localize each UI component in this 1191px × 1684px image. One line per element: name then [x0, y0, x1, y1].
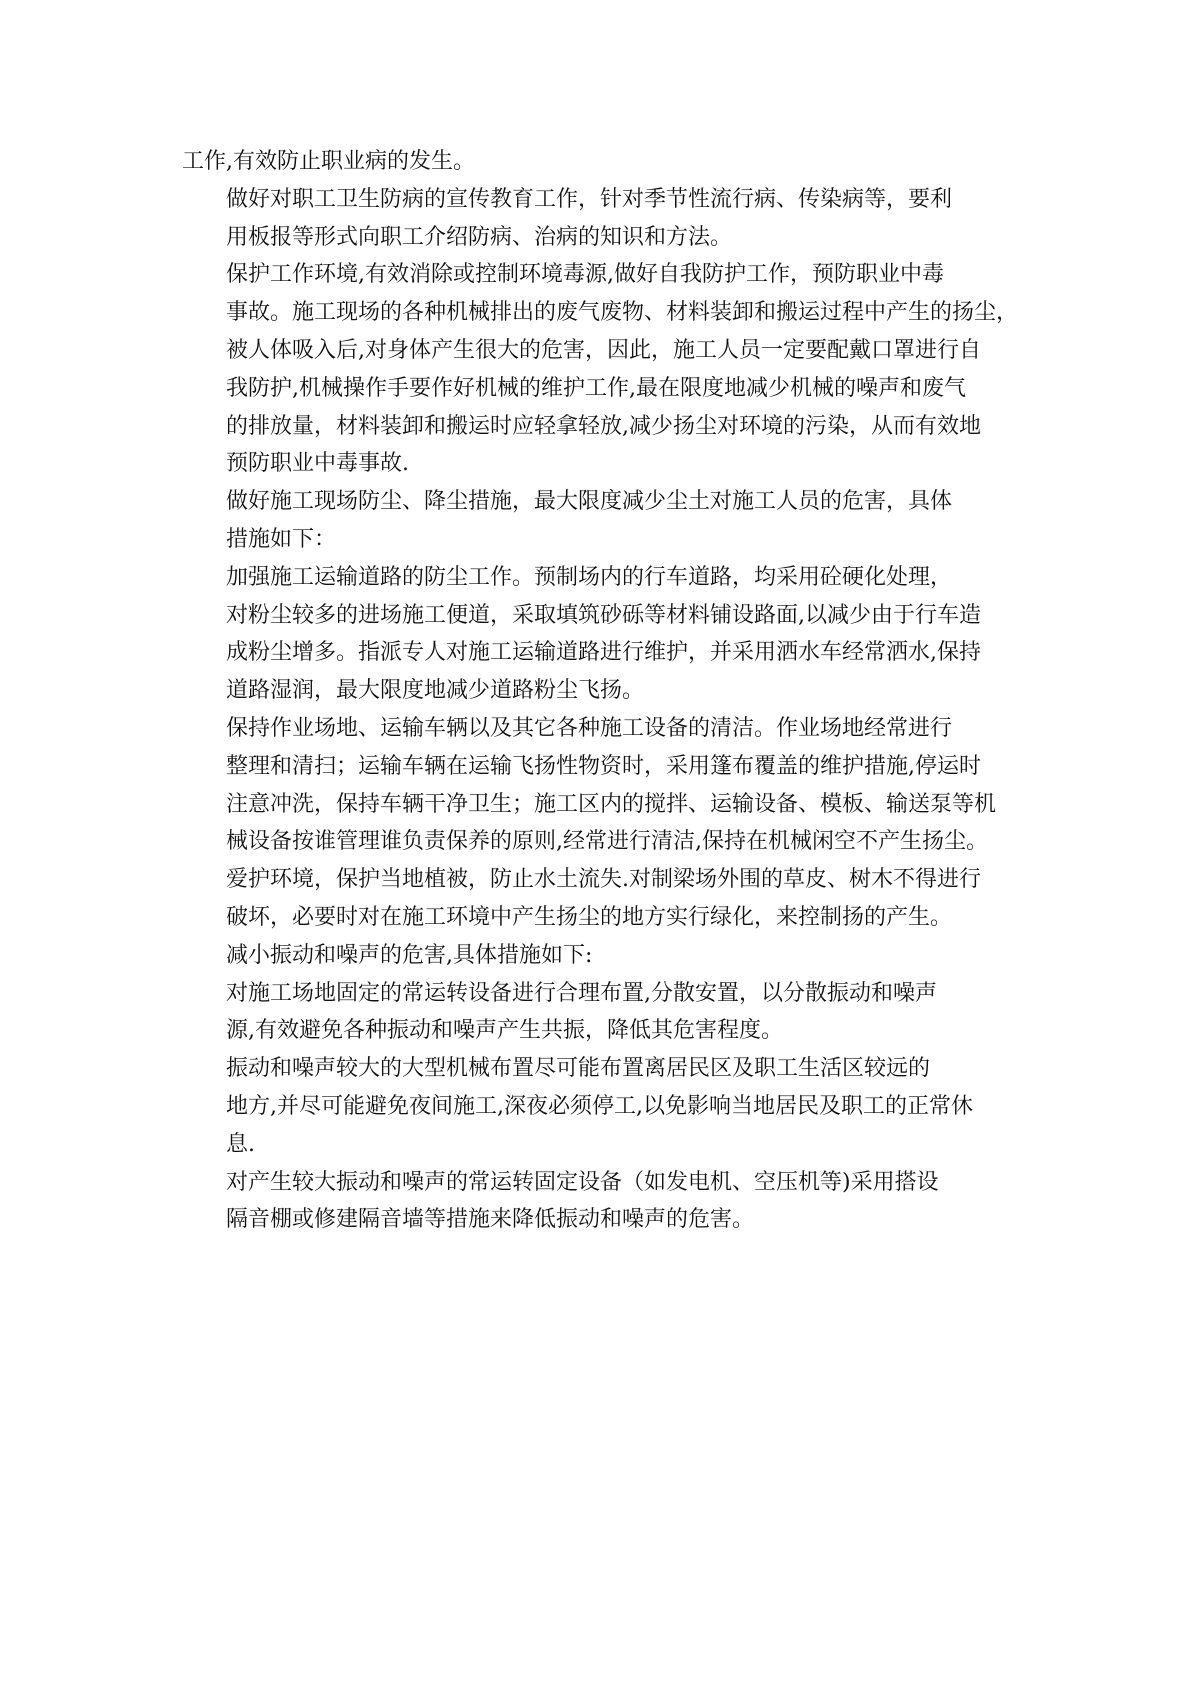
paragraph [182, 483, 1008, 559]
text-line: 被人体吸入后,对身体产生很大的危害，因此，施工人员一定要配戴口罩进行自 [226, 337, 981, 363]
text-line: 械设备按谁管理谁负责保养的原则,经常进行清洁,保持在机械闲空不产生扬尘。 [226, 829, 988, 855]
text-line: 成粉尘增多。指派专人对施工运输道路进行维护，并采用洒水车经常洒水,保持 [226, 640, 981, 666]
text-line: 爱护环境，保护当地植被，防止水土流失.对制梁场外围的草皮、树木不得进行 [226, 867, 981, 893]
text-line: 振动和噪声较大的大型机械布置尽可能布置离居民区及职工生活区较远的 [226, 1056, 931, 1082]
text-line: 预防职业中毒事故. [226, 451, 409, 477]
text-line: 对粉尘较多的进场施工便道，采取填筑砂砾等材料铺设路面,以减少由于行车造 [226, 602, 981, 628]
text-line: 注意冲洗，保持车辆干净卫生；施工区内的搅拌、运输设备、模板、输送泵等机 [226, 791, 997, 817]
text-line: 加强施工运输道路的防尘工作。预制场内的行车道路，均采用砼硬化处理， [226, 564, 953, 590]
text-line: 息. [226, 1131, 255, 1157]
text-line: 地方,并尽可能避免夜间施工,深夜必须停工,以免影响当地居民及职工的正常休 [226, 1093, 973, 1119]
paragraph [182, 143, 1008, 181]
text-line: 整理和清扫；运输车辆在运输飞扬性物资时，采用篷布覆盖的维护措施,停运时 [226, 753, 981, 779]
text-line: 减小振动和噪声的危害,具体措施如下: [226, 942, 593, 968]
text-line: 的排放量，材料装卸和搬运时应轻拿轻放,减少扬尘对环境的污染，从而有效地 [226, 413, 981, 439]
text-line: 道路湿润，最大限度地减少道路粉尘飞扬。 [226, 678, 645, 704]
paragraph [182, 975, 1008, 1051]
text-line: 用板报等形式向职工介绍防病、治病的知识和方法。 [226, 224, 733, 250]
text-line: 事故。施工现场的各种机械排出的废气废物、材料装卸和搬运过程中产生的扬尘， [226, 300, 1019, 326]
paragraph [182, 256, 1019, 483]
text-line: 破坏，必要时对在施工环境中产生扬尘的地方实行绿化，来控制扬的产生。 [226, 904, 953, 930]
text-line: 我防护,机械操作手要作好机械的维护工作,最在限度地减少机械的噪声和废气 [226, 375, 966, 401]
paragraph [182, 181, 1008, 257]
paragraph [182, 1164, 1008, 1240]
text-line: 源,有效避免各种振动和噪声产生共振，降低其危害程度。 [226, 1018, 783, 1044]
text-line: 保持作业场地、运输车辆以及其它各种施工设备的清洁。作业场地经常进行 [226, 715, 953, 741]
text-line: 做好对职工卫生防病的宣传教育工作，针对季节性流行病、传染病等，要利 [226, 186, 953, 212]
text-line: 保护工作环境,有效消除或控制环境毒源,做好自我防护工作，预防职业中毒 [226, 262, 944, 288]
text-line: 工作,有效防止职业病的发生。 [182, 149, 475, 174]
paragraph [182, 559, 1008, 710]
text-line: 对产生较大振动和噪声的常运转固定设备（如发电机、空压机等)采用搭设 [226, 1169, 939, 1195]
paragraph [182, 1050, 1008, 1163]
text-line: 对施工场地固定的常运转设备进行合理布置,分散安置，以分散振动和噪声 [226, 980, 937, 1006]
document-body [182, 143, 1019, 1239]
text-line: 隔音棚或修建隔音墙等措施来降低振动和噪声的危害。 [226, 1207, 755, 1233]
text-line: 做好施工现场防尘、降尘措施，最大限度减少尘土对施工人员的危害，具体 [226, 489, 953, 515]
text-line: 措施如下： [226, 526, 337, 552]
paragraph [182, 710, 1008, 937]
paragraph [182, 937, 1008, 975]
